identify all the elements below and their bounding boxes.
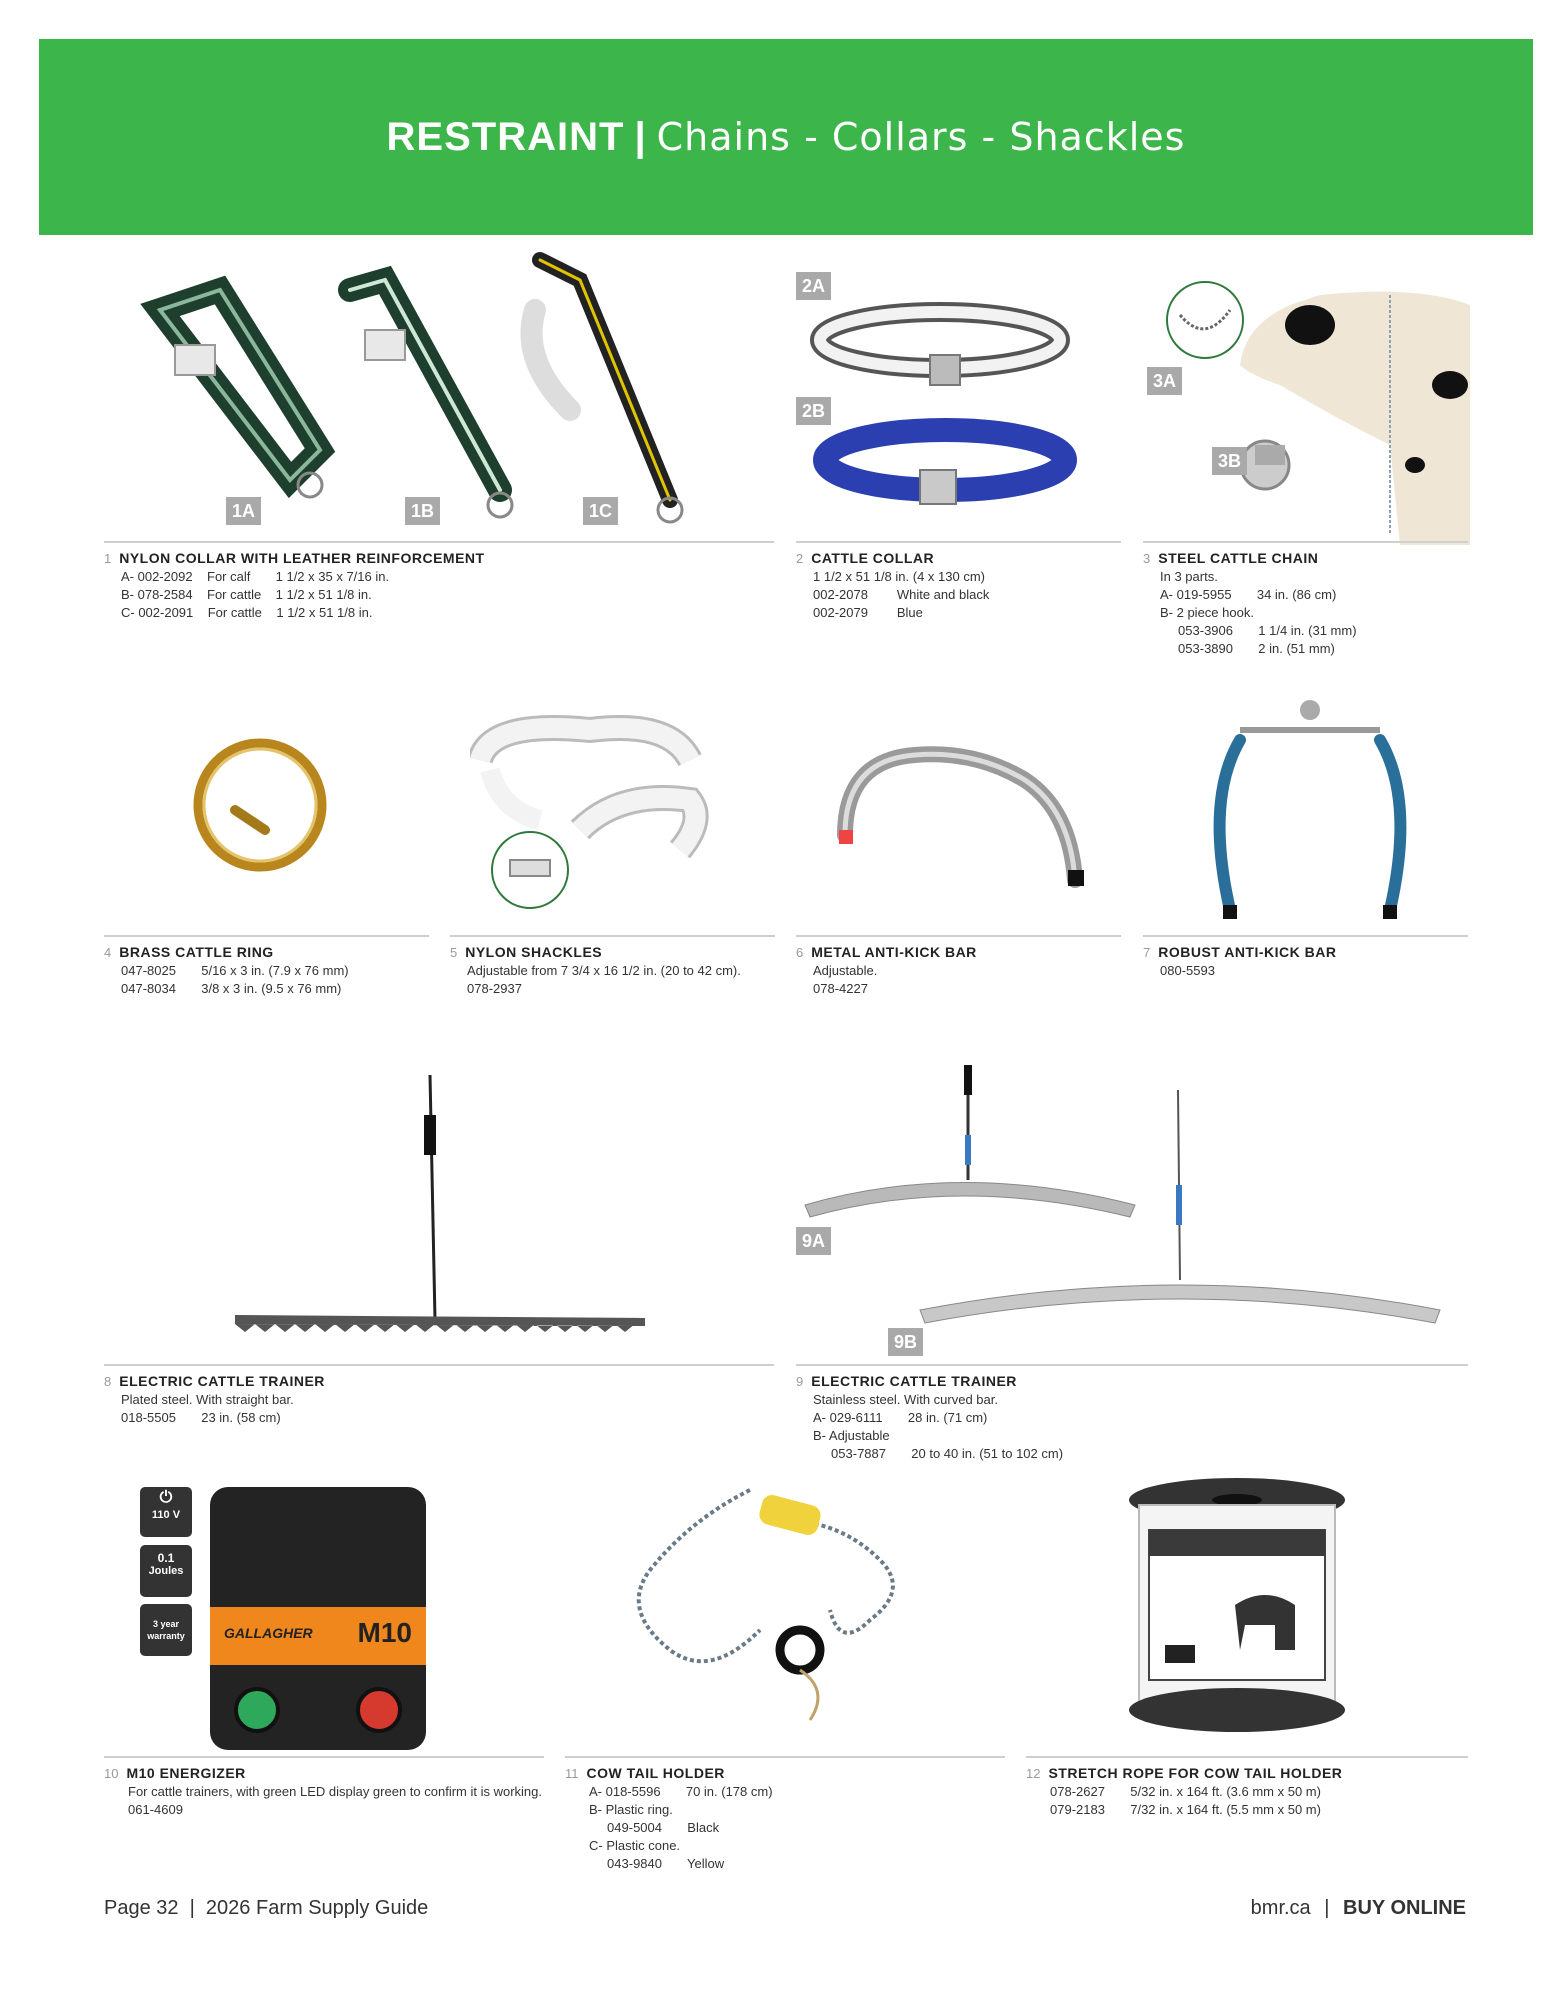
product-line: B- Plastic ring. <box>589 1802 673 1817</box>
product-number: 6 <box>796 945 804 960</box>
product-line: B- 2 piece hook. <box>1160 605 1254 620</box>
product-number: 12 <box>1026 1766 1041 1781</box>
product-1-description <box>104 541 774 622</box>
product-number: 11 <box>565 1766 579 1781</box>
nylon-collar-image <box>140 250 700 530</box>
product-line: 047-8025 5/16 x 3 in. (7.9 x 76 mm) <box>121 963 349 978</box>
product-line: 002-2078 White and black <box>813 587 990 602</box>
joules-value: 0.1 <box>157 1551 175 1565</box>
product-line: 1 1/2 x 51 1/8 in. (4 x 130 cm) <box>813 569 985 584</box>
footer-links <box>1251 1897 1466 1920</box>
product-number: 10 <box>104 1766 119 1781</box>
warranty-spec-badge <box>140 1604 192 1656</box>
title-separator: | <box>634 114 647 159</box>
cattle-collar-image <box>810 285 1090 515</box>
m10-energizer-image <box>210 1487 426 1750</box>
joules-spec-badge <box>140 1545 192 1597</box>
product-line: 053-3906 1 1/4 in. (31 mm) <box>1160 623 1357 638</box>
product-line: A- 019-5955 34 in. (86 cm) <box>1160 587 1337 602</box>
brass-ring-image <box>180 730 340 880</box>
product-number: 3 <box>1143 551 1151 566</box>
product-line: Plated steel. With straight bar. <box>121 1392 294 1407</box>
section-title: RESTRAINT <box>386 114 625 159</box>
product-4-description <box>104 935 429 998</box>
product-line: 002-2079 Blue <box>813 605 923 620</box>
product-line: B- 078-2584 For cattle 1 1/2 x 51 1/8 in. <box>121 587 372 602</box>
badge-1a: 1A <box>226 497 261 525</box>
red-terminal-icon <box>356 1687 402 1733</box>
product-line: B- Adjustable <box>813 1428 890 1443</box>
product-number: 5 <box>450 945 458 960</box>
product-3-description <box>1143 541 1468 658</box>
joules-label: Joules <box>148 1565 184 1577</box>
nylon-shackles-image <box>470 700 720 910</box>
product-line: 043-9840 Yellow <box>589 1856 725 1871</box>
product-title: STEEL CATTLE CHAIN <box>1158 550 1319 566</box>
product-title: NYLON SHACKLES <box>465 944 603 960</box>
product-8-description <box>104 1364 774 1427</box>
voltage-label: 110 V <box>151 1509 181 1521</box>
product-line: A- 018-5596 70 in. (178 cm) <box>589 1784 773 1799</box>
product-7-description <box>1143 935 1468 980</box>
product-title: NYLON COLLAR WITH LEATHER REINFORCEMENT <box>119 550 485 566</box>
product-5-description <box>450 935 775 998</box>
product-title: METAL ANTI-KICK BAR <box>811 944 977 960</box>
product-title: CATTLE COLLAR <box>811 550 935 566</box>
product-number: 8 <box>104 1374 112 1389</box>
product-title: COW TAIL HOLDER <box>586 1765 725 1781</box>
product-11-description <box>565 1756 1005 1873</box>
product-line: 080-5593 <box>1160 963 1215 978</box>
product-line: 079-2183 7/32 in. x 164 ft. (5.5 mm x 50 m) <box>1050 1802 1321 1817</box>
product-line: Adjustable from 7 3/4 x 16 1/2 in. (20 to 42 cm). <box>467 963 741 978</box>
product-title: M10 ENERGIZER <box>126 1765 246 1781</box>
product-line: 018-5505 23 in. (58 cm) <box>121 1410 281 1425</box>
product-number: 7 <box>1143 945 1151 960</box>
badge-1b: 1B <box>405 497 440 525</box>
page-footer-info: Page 32 | 2026 Farm Supply Guide <box>104 1897 429 1919</box>
product-title: BRASS CATTLE RING <box>119 944 274 960</box>
product-line: 078-4227 <box>813 981 868 996</box>
product-line: 078-2627 5/32 in. x 164 ft. (3.6 mm x 50 m) <box>1050 1784 1321 1799</box>
product-line: A- 002-2092 For calf 1 1/2 x 35 x 7/16 in. <box>121 569 390 584</box>
voltage-spec-badge <box>140 1487 192 1537</box>
product-title: ELECTRIC CATTLE TRAINER <box>811 1373 1017 1389</box>
product-6-description <box>796 935 1121 998</box>
product-9-description <box>796 1364 1468 1463</box>
plug-icon: ⏻ <box>159 1489 173 1506</box>
badge-1c: 1C <box>583 497 618 525</box>
product-line: 049-5004 Black <box>589 1820 720 1835</box>
badge-2a: 2A <box>796 272 831 300</box>
warranty-label: 3 year warranty <box>147 1619 185 1641</box>
product-title: STRETCH ROPE FOR COW TAIL HOLDER <box>1048 1765 1343 1781</box>
product-number: 9 <box>796 1374 804 1389</box>
cow-tail-holder-image <box>630 1480 930 1730</box>
curved-cattle-trainer-image <box>800 1055 1450 1335</box>
stretch-rope-spool-image <box>1125 1475 1350 1735</box>
product-line: 061-4609 <box>128 1802 183 1817</box>
product-line: 078-2937 <box>467 981 522 996</box>
energizer-brand: GALLAGHER <box>224 1625 313 1641</box>
product-line: A- 029-6111 28 in. (71 cm) <box>813 1410 988 1425</box>
steel-cattle-chain-image <box>1160 265 1470 545</box>
product-line: 053-3890 2 in. (51 mm) <box>1160 641 1335 656</box>
product-number: 1 <box>104 551 112 566</box>
product-10-description <box>104 1756 544 1819</box>
buy-online-link[interactable]: BUY ONLINE <box>1343 1897 1466 1919</box>
site-link[interactable]: bmr.ca <box>1250 1897 1311 1919</box>
product-line: In 3 parts. <box>1160 569 1218 584</box>
badge-2b: 2B <box>796 397 831 425</box>
product-2-description <box>796 541 1121 622</box>
section-header-banner <box>39 39 1533 235</box>
energizer-model: M10 <box>357 1617 412 1648</box>
metal-anti-kick-bar-image <box>825 730 1095 900</box>
product-title: ELECTRIC CATTLE TRAINER <box>119 1373 325 1389</box>
product-line: 047-8034 3/8 x 3 in. (9.5 x 76 mm) <box>121 981 342 996</box>
footer-separator: | <box>1324 1897 1330 1919</box>
product-line: C- Plastic cone. <box>589 1838 681 1853</box>
section-subtitle: Chains - Collars - Shackles <box>656 115 1186 159</box>
product-title: ROBUST ANTI-KICK BAR <box>1158 944 1337 960</box>
badge-9a: 9A <box>796 1227 831 1255</box>
product-number: 4 <box>104 945 112 960</box>
straight-cattle-trainer-image <box>230 1070 650 1340</box>
robust-anti-kick-bar-image <box>1210 680 1410 930</box>
badge-9b: 9B <box>888 1328 923 1356</box>
product-line: For cattle trainers, with green LED display green to confirm it is working. <box>128 1784 543 1799</box>
product-line: C- 002-2091 For cattle 1 1/2 x 51 1/8 in. <box>121 605 373 620</box>
product-line: 053-7887 20 to 40 in. (51 to 102 cm) <box>813 1446 1064 1461</box>
product-line: Adjustable. <box>813 963 878 978</box>
green-terminal-icon <box>234 1687 280 1733</box>
product-12-description <box>1026 1756 1468 1819</box>
badge-3a: 3A <box>1147 367 1182 395</box>
badge-3b: 3B <box>1212 447 1247 475</box>
product-line: Stainless steel. With curved bar. <box>813 1392 998 1407</box>
product-number: 2 <box>796 551 804 566</box>
